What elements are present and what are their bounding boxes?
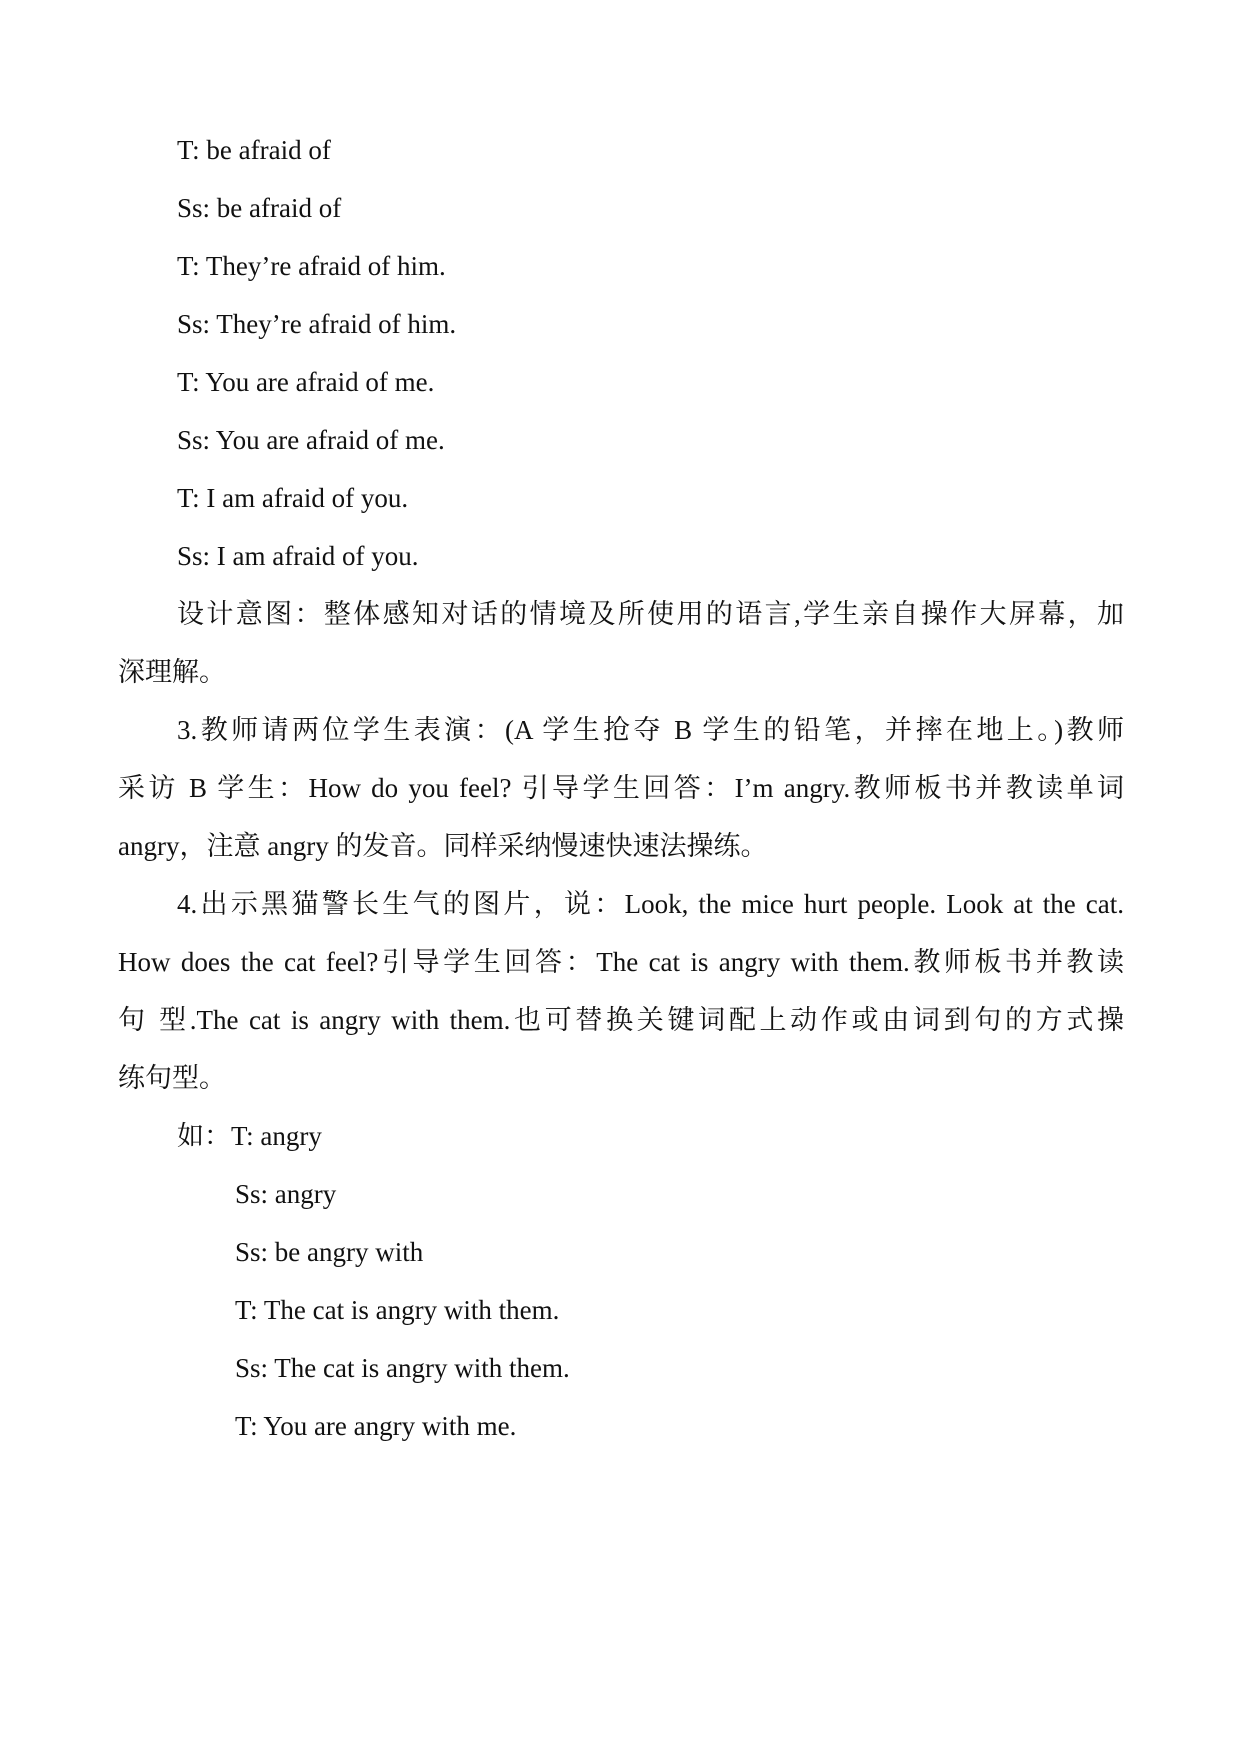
design-intent-line-2: 深理解。 <box>118 657 226 687</box>
step-3-line-1: 3.教师请两位学生表演：(A 学生抢夺 B 学生的铅笔，并摔在地上。)教师 <box>177 715 1124 745</box>
step-4-line-2: How does the cat feel?引导学生回答：The cat is angry with them.教师板书并教读 <box>118 947 1124 977</box>
dialogue-line-5: T: You are afraid of me. <box>177 367 435 397</box>
example-line-5: Ss: The cat is angry with them. <box>235 1353 570 1383</box>
dialogue-line-3: T: They’re afraid of him. <box>177 251 446 281</box>
example-line-4: T: The cat is angry with them. <box>235 1295 560 1325</box>
example-line-2: Ss: angry <box>235 1179 337 1209</box>
dialogue-line-8: Ss: I am afraid of you. <box>177 541 419 571</box>
step-3-line-2: 采访 B 学生：How do you feel? 引导学生回答：I’m angry.教师板书并教读单词 <box>118 773 1124 803</box>
example-line-3: Ss: be angry with <box>235 1237 424 1267</box>
step-3-line-3: angry，注意 angry 的发音。同样采纳慢速快速法操练。 <box>118 831 768 861</box>
step-4-line-4: 练句型。 <box>118 1063 226 1093</box>
design-intent-line-1: 设计意图：整体感知对话的情境及所使用的语言,学生亲自操作大屏幕，加 <box>177 599 1124 629</box>
example-line-1: 如：T: angry <box>177 1121 322 1151</box>
dialogue-line-1: T: be afraid of <box>177 135 331 165</box>
example-line-6: T: You are angry with me. <box>235 1411 517 1441</box>
dialogue-line-2: Ss: be afraid of <box>177 193 342 223</box>
dialogue-line-6: Ss: You are afraid of me. <box>177 425 445 455</box>
dialogue-line-4: Ss: They’re afraid of him. <box>177 309 457 339</box>
dialogue-line-7: T: I am afraid of you. <box>177 483 409 513</box>
step-4-line-1: 4.出示黑猫警长生气的图片，说：Look, the mice hurt people. Look at the cat. <box>177 889 1124 919</box>
step-4-line-3: 句 型.The cat is angry with them.也可替换关键词配上动作或由词到句的方式操 <box>118 1005 1124 1035</box>
